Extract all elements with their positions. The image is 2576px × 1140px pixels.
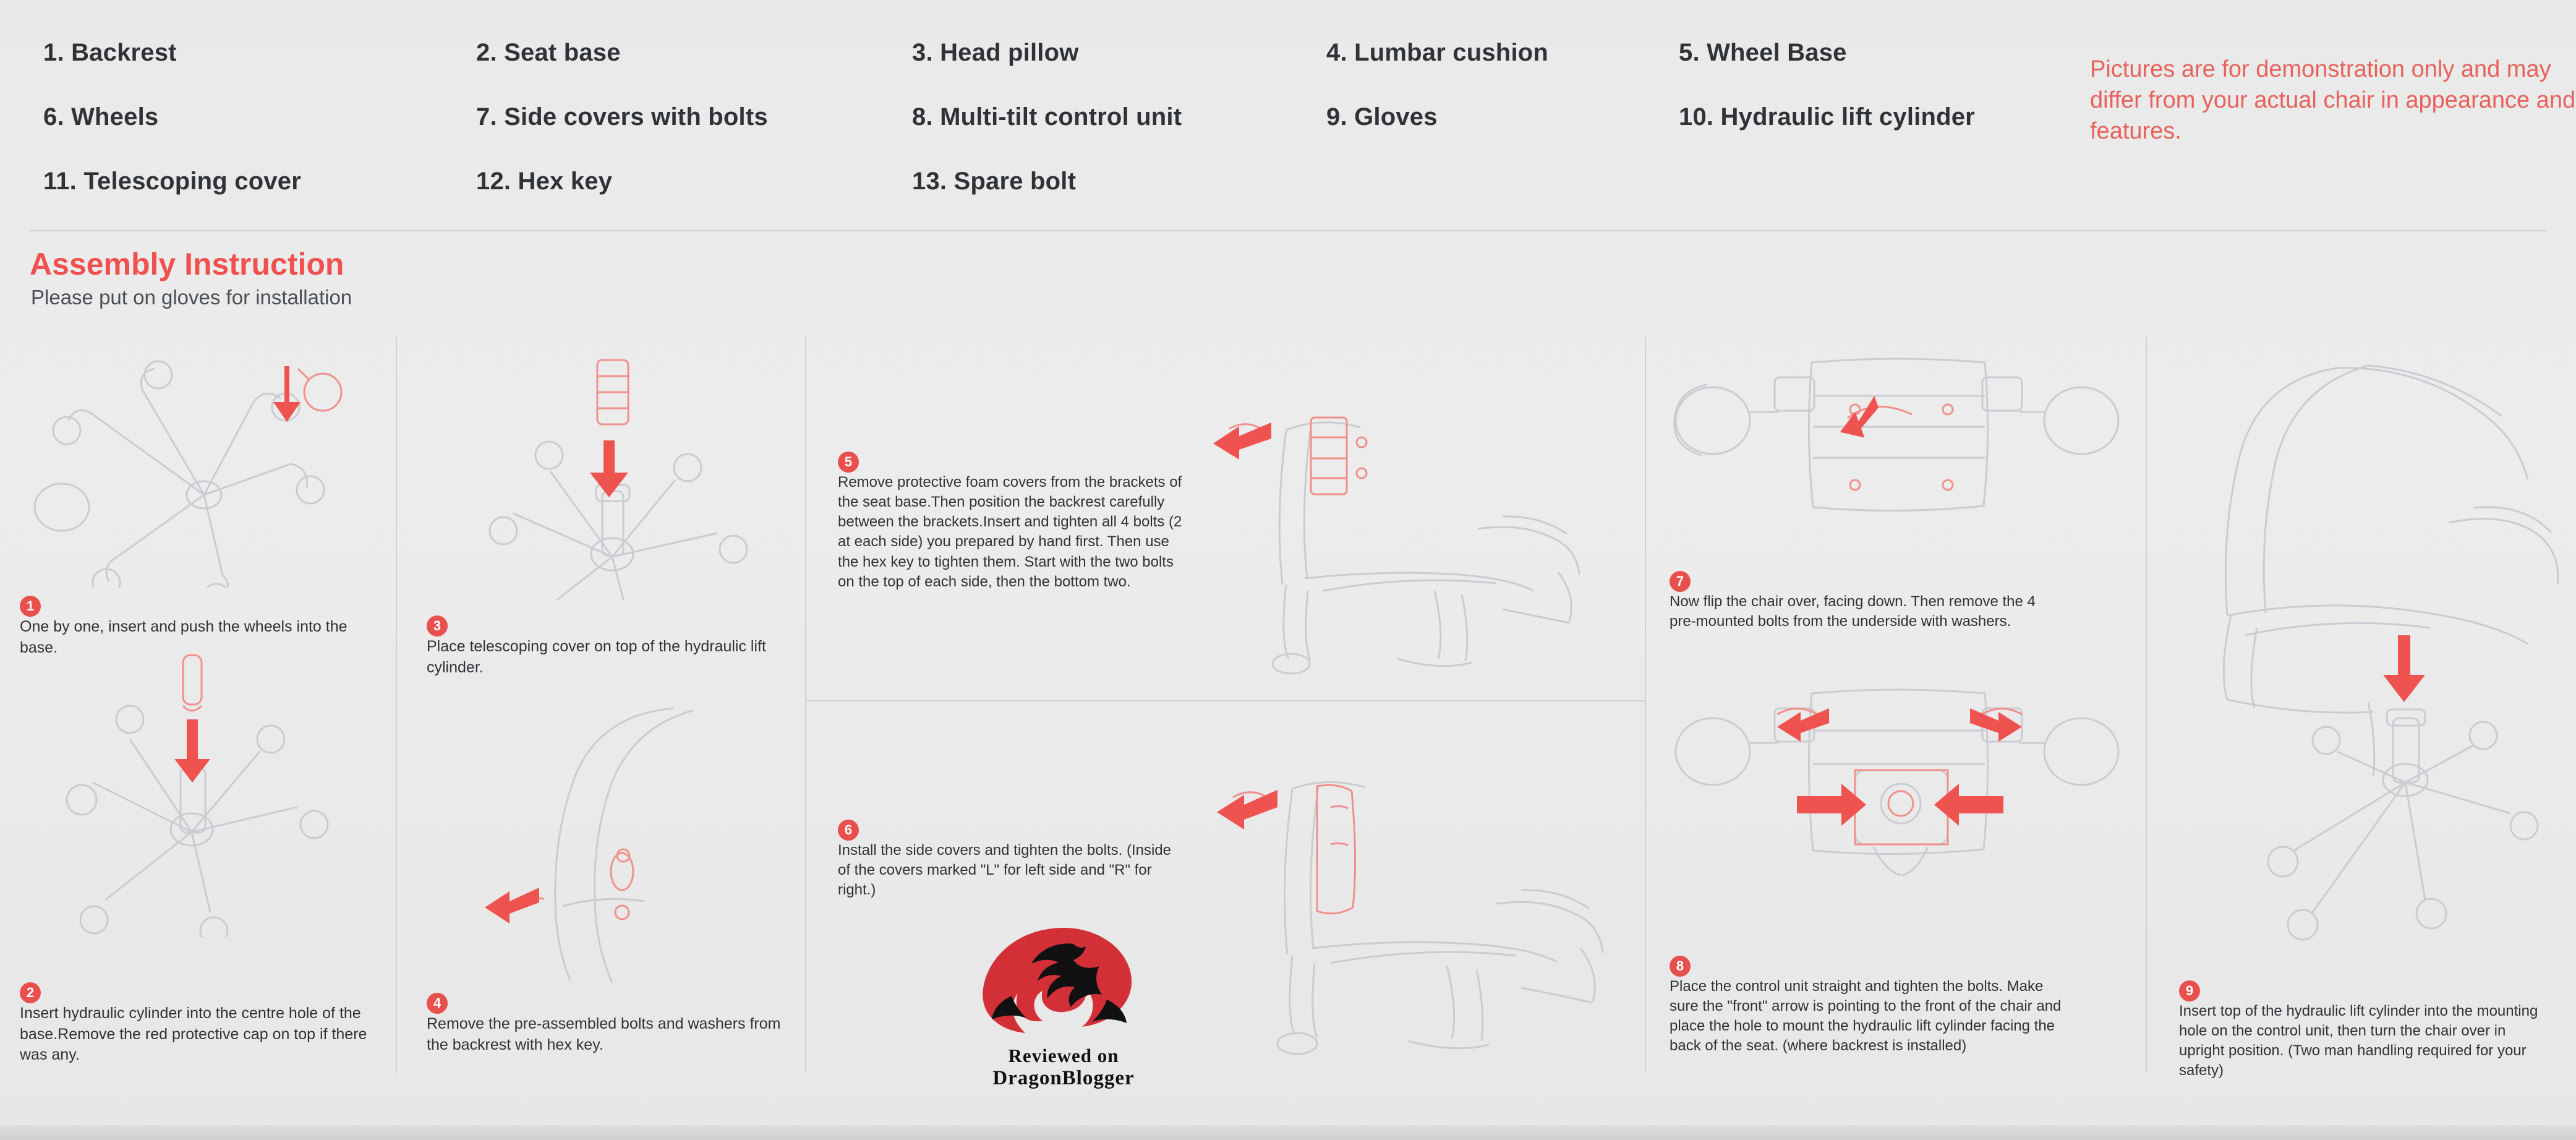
part-number: 1. — [43, 39, 64, 66]
part-number: 10. — [1679, 103, 1714, 131]
step-text: Insert hydraulic cylinder into the centre hole of the base.Remove the red protective cap on top if there was any. — [20, 1005, 367, 1063]
illustration-step-6 — [1212, 770, 1632, 1061]
illustration-step-4 — [470, 702, 791, 987]
page-bottom-edge — [0, 1125, 2576, 1140]
step-text: Place telescoping cover on top of the hydraulic lift cylinder. — [427, 638, 766, 676]
illustration-step-9 — [2183, 356, 2560, 1011]
watermark-line-2: DragonBlogger — [992, 1067, 1135, 1089]
part-number: 11. — [43, 168, 77, 195]
step-number: 2 — [20, 982, 41, 1003]
part-number: 9. — [1326, 103, 1347, 131]
part-number: 2. — [476, 39, 497, 66]
step-number: 1 — [20, 596, 41, 617]
step-number: 8 — [1670, 956, 1691, 977]
assembly-title: Assembly Instruction — [30, 247, 344, 281]
step-text: One by one, insert and push the wheels into the base. — [20, 618, 348, 656]
part-label: Hydraulic lift cylinder — [1720, 103, 1975, 131]
step-5 — [838, 452, 1184, 592]
part-item-12 — [476, 168, 612, 195]
section-divider — [30, 230, 2546, 231]
part-label: Side covers with bolts — [504, 103, 768, 131]
disclaimer-text: Pictures are for demonstration only and may differ from your actual chair in appearance and features. — [2090, 56, 2576, 145]
panel-divider-2 — [805, 337, 806, 1073]
step-text: Remove the pre-assembled bolts and washers from the backrest with hex key. — [427, 1015, 781, 1053]
part-label: Gloves — [1354, 103, 1438, 131]
panel-divider-5 — [805, 700, 1646, 701]
part-item-11 — [43, 168, 301, 195]
part-label: Multi-tilt control unit — [940, 103, 1182, 131]
step-text: Place the control unit straight and tighten the bolts. Make sure the "front" arrow is pointing to the front of the chair and place the hole to mount the hydraulic lift cylinder facing the back of the seat. (where backrest is installed) — [1670, 978, 2062, 1055]
part-label: Hex key — [518, 168, 613, 195]
illustration-step-1 — [19, 353, 365, 588]
part-number: 13. — [912, 168, 947, 195]
step-3 — [427, 615, 791, 678]
step-2 — [20, 982, 372, 1066]
step-text: Install the side covers and tighten the bolts. (Inside of the covers marked "L" for left side and "R" for right.) — [838, 842, 1171, 899]
part-number: 6. — [43, 103, 64, 131]
parts-list — [0, 0, 2576, 229]
illustration-step-8 — [1670, 684, 2127, 931]
part-item-1 — [43, 39, 177, 67]
part-label: Spare bolt — [953, 168, 1077, 195]
assembly-subtitle: Please put on gloves for installation — [31, 286, 352, 309]
part-number: 4. — [1326, 39, 1347, 66]
illustration-step-5 — [1212, 405, 1632, 677]
step-8 — [1670, 956, 2065, 1056]
part-item-5 — [1679, 39, 1847, 67]
part-number: 12. — [476, 168, 511, 195]
step-number: 6 — [838, 820, 859, 841]
part-item-3 — [912, 39, 1079, 67]
step-number: 5 — [838, 452, 859, 473]
illustration-step-3 — [445, 353, 779, 600]
part-item-4 — [1326, 39, 1548, 67]
step-text: Remove protective foam covers from the brackets of the seat base.Then position the backrest carefully between the brackets.Insert and tighten all 4 bolts (2 at each side) you prepared by hand first. Then use the hex key to tighten them. Start with the two bolts on the top of each side, then the bottom two. — [838, 474, 1182, 590]
step-4 — [427, 993, 791, 1055]
panel-divider-3 — [1645, 337, 1646, 1073]
step-7 — [1670, 571, 2065, 632]
dragon-logo-icon — [952, 922, 1175, 1039]
part-item-13 — [912, 168, 1076, 195]
illustration-step-2 — [37, 646, 365, 937]
part-number: 3. — [912, 39, 933, 66]
assembly-panels — [0, 337, 2576, 1104]
part-item-6 — [43, 103, 158, 131]
part-label: Wheel Base — [1707, 39, 1847, 66]
step-number: 9 — [2179, 980, 2200, 1001]
step-text: Now flip the chair over, facing down. Then remove the 4 pre-mounted bolts from the underside with washers. — [1670, 593, 2036, 630]
illustration-step-7 — [1670, 353, 2127, 563]
step-6 — [838, 820, 1184, 900]
part-label: Backrest — [71, 39, 177, 66]
step-number: 3 — [427, 615, 448, 636]
part-label: Seat base — [504, 39, 621, 66]
part-label: Head pillow — [940, 39, 1079, 66]
watermark-line-1: Reviewed on — [1008, 1045, 1119, 1066]
part-item-10 — [1679, 103, 1975, 131]
panel-divider-4 — [2146, 337, 2147, 1073]
step-number: 4 — [427, 993, 448, 1014]
part-number: 8. — [912, 103, 933, 131]
part-item-9 — [1326, 103, 1438, 131]
part-label: Wheels — [71, 103, 159, 131]
step-text: Insert top of the hydraulic lift cylinder into the mounting hole on the control unit, then turn the chair over in upright position. (Two man handling required for your safety) — [2179, 1003, 2538, 1079]
step-9 — [2179, 980, 2550, 1081]
part-number: 5. — [1679, 39, 1700, 66]
part-number: 7. — [476, 103, 497, 131]
part-item-8 — [912, 103, 1182, 131]
watermark — [952, 922, 1175, 1090]
step-number: 7 — [1670, 571, 1691, 592]
panel-divider-1 — [396, 337, 397, 1073]
part-label: Lumbar cushion — [1354, 39, 1549, 66]
part-item-7 — [476, 103, 768, 131]
part-item-2 — [476, 39, 621, 67]
part-label: Telescoping cover — [83, 168, 301, 195]
